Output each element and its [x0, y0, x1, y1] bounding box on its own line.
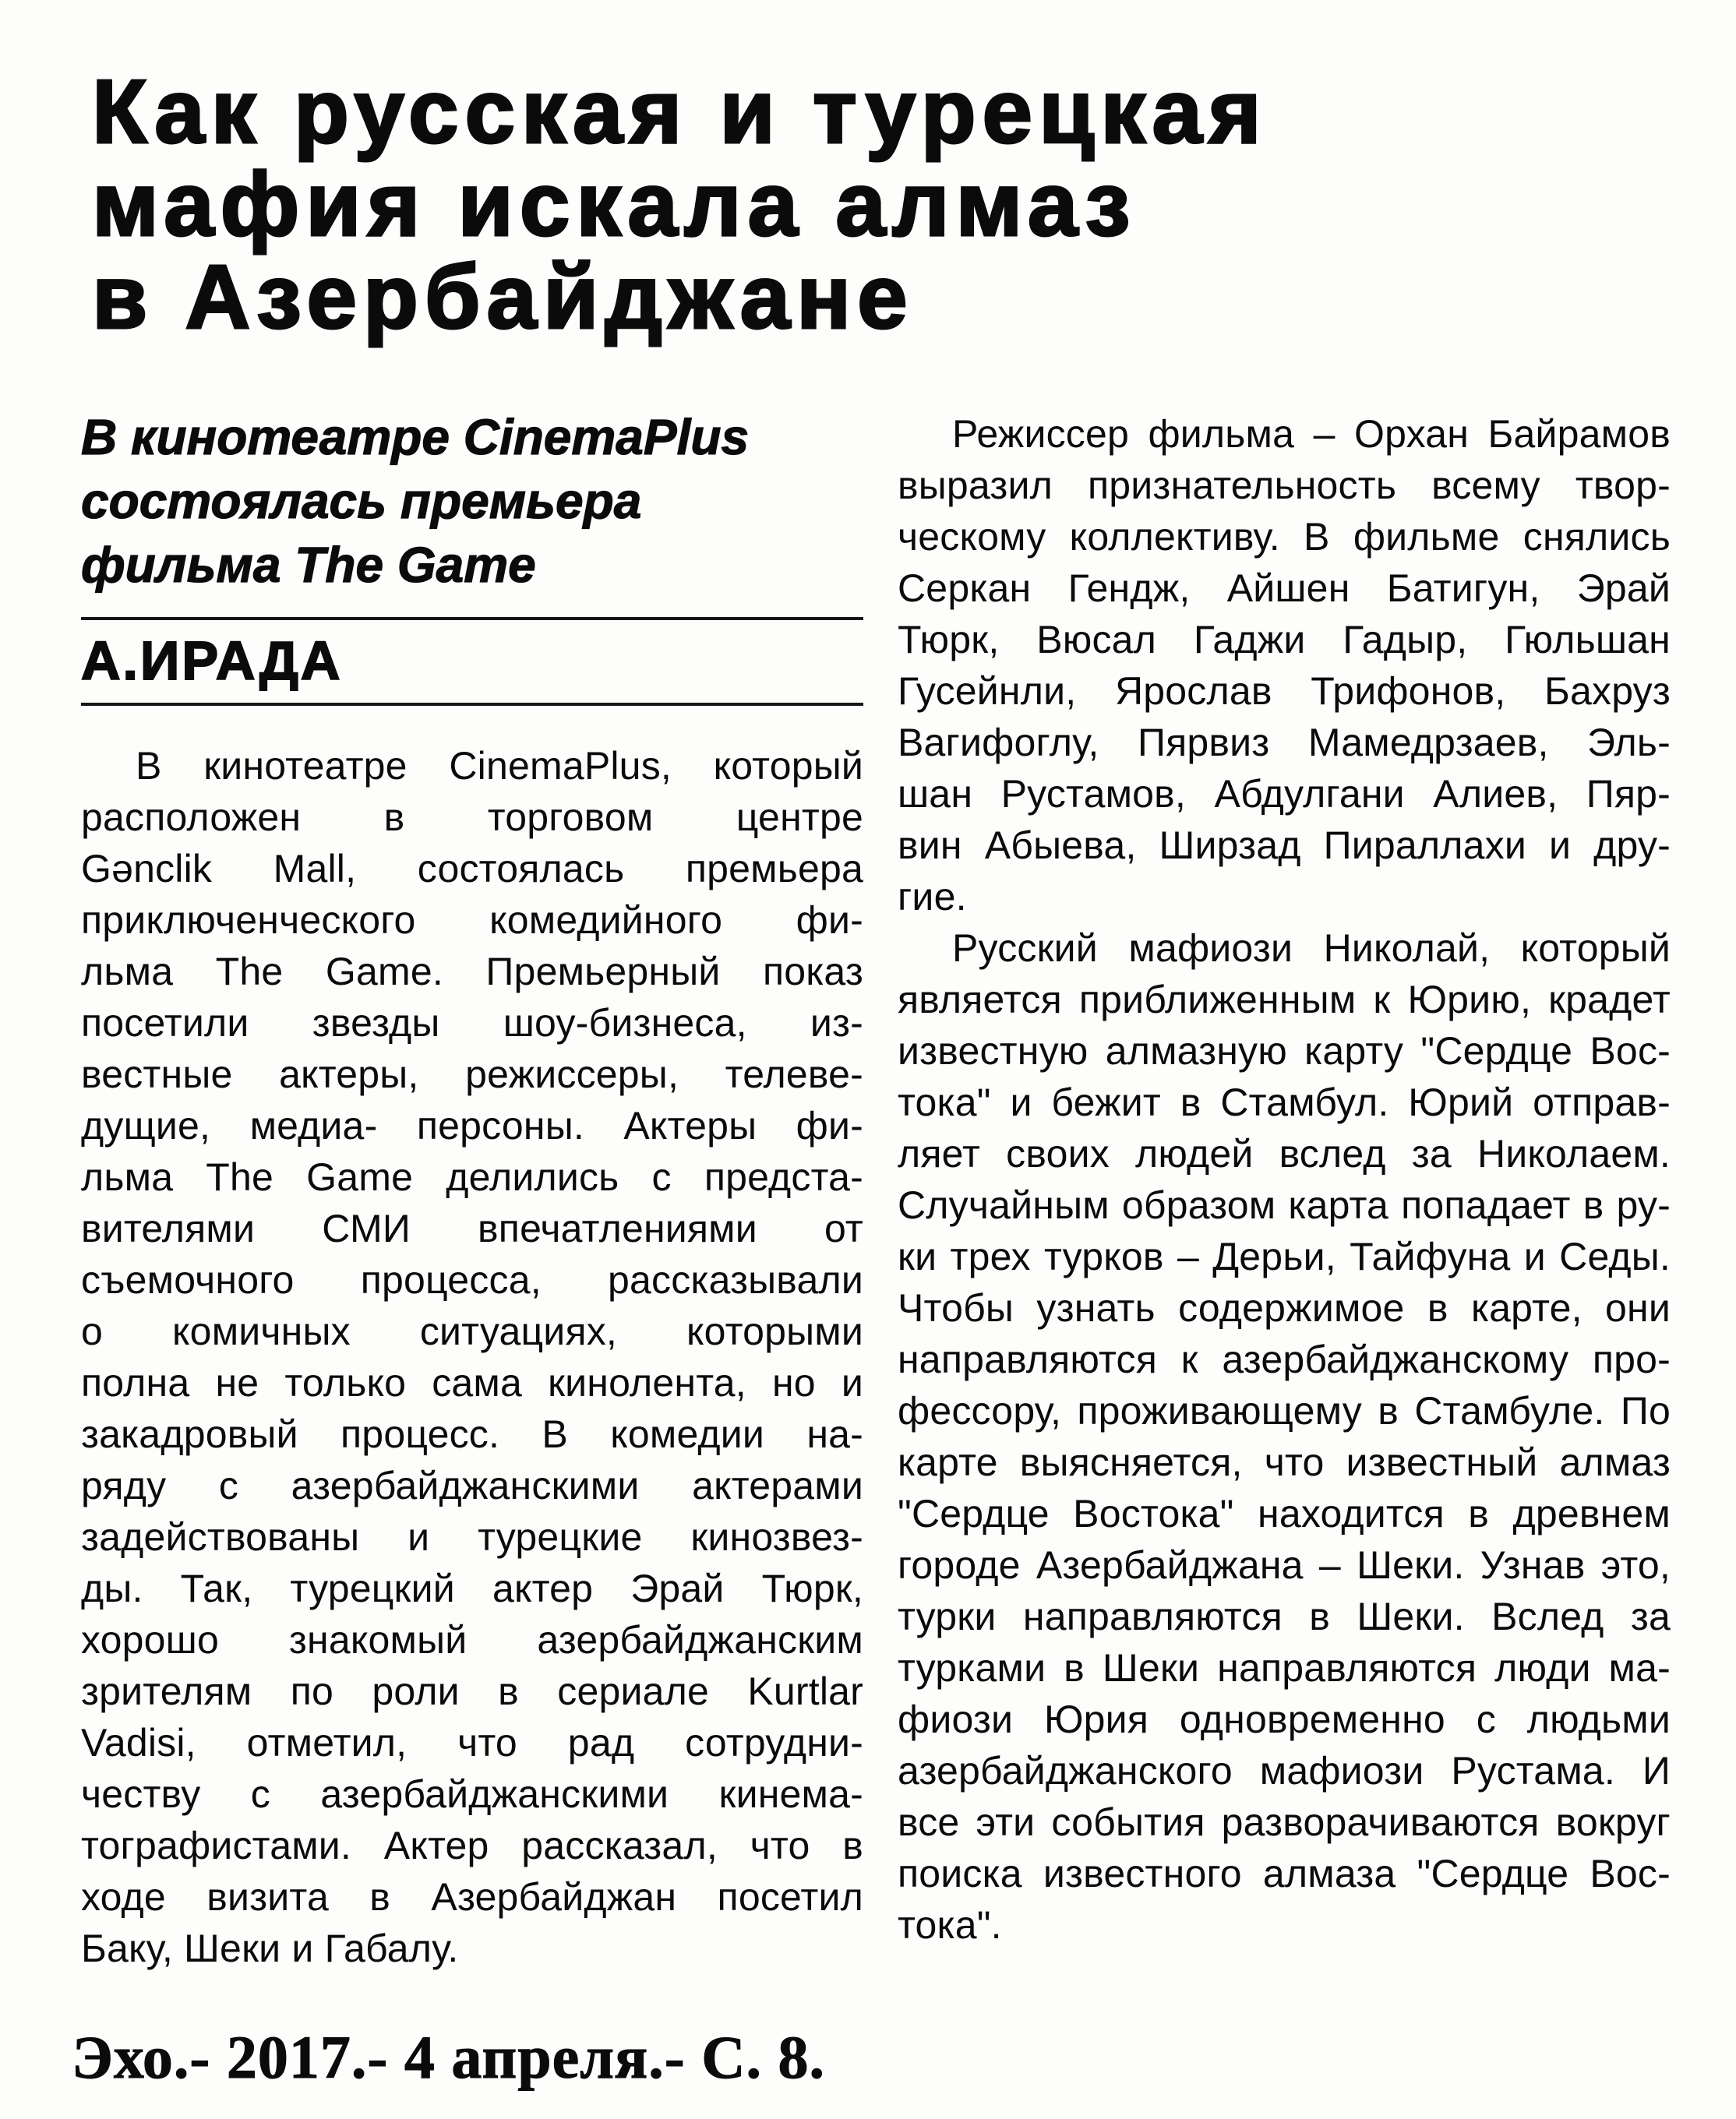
text-line: турками в Шеки направляются люди ма-	[898, 1646, 1671, 1690]
text-line: съемочного процесса, рассказывали	[81, 1258, 863, 1302]
text-line: фильма The Game	[81, 537, 536, 593]
text-line: В кинотеатре CinemaPlus, который	[136, 744, 863, 788]
text-line: в Азербайджане	[92, 246, 914, 347]
text-line: турки направляются в Шеки. Вслед за	[898, 1595, 1671, 1638]
text-line: Как русская и турецкая	[92, 61, 1268, 162]
text-line: дущие, медиа- персоны. Актеры фи-	[81, 1104, 863, 1148]
article-headline	[92, 61, 1650, 347]
text-line: ходе визита в Азербайджан посетил	[81, 1875, 863, 1919]
text-line: Vadisi, отметил, что рад сотрудни-	[81, 1721, 863, 1765]
text-line: поиска известного алмаза "Сердце Вос-	[898, 1852, 1671, 1895]
text-line: Чтобы узнать содержимое в карте, они	[898, 1286, 1671, 1330]
text-line: задействованы и турецкие кинозвез-	[81, 1515, 863, 1559]
text-line: Gənclik Mall, состоялась премьера	[81, 847, 863, 890]
text-line: направляются к азербайджанскому про-	[898, 1338, 1671, 1381]
text-line: известную алмазную карту "Сердце Вос-	[898, 1029, 1671, 1073]
text-line: ляет своих людей вслед за Николаем.	[898, 1132, 1671, 1176]
text-line: хорошо знакомый азербайджанским	[81, 1618, 863, 1662]
text-line: фиози Юрия одновременно с людьми	[898, 1698, 1671, 1741]
text-line: Тюрк, Вюсал Гаджи Гадыр, Гюльшан	[898, 618, 1671, 661]
text-line: В кинотеатре CinemaPlus	[81, 409, 750, 465]
paragraph	[898, 408, 1671, 922]
paragraph	[81, 740, 863, 1974]
text-line: ки трех турков – Дерьи, Тайфуна и Седы.	[898, 1235, 1671, 1278]
text-line: приключенческого комедийного фи-	[81, 898, 863, 942]
byline: А.ИРАДА	[81, 630, 343, 691]
text-line: все эти события разворачиваются вокруг	[898, 1800, 1671, 1844]
text-line: Режиссер фильма – Орхан Байрамов	[952, 412, 1671, 456]
text-line: зрителям по роли в сериале Kurtlar	[81, 1669, 863, 1713]
text-line: закадровый процесс. В комедии на-	[81, 1412, 863, 1456]
left-column	[81, 405, 863, 1974]
paragraph	[898, 922, 1671, 1951]
text-line: тока" и бежит в Стамбул. Юрий отправ-	[898, 1081, 1671, 1124]
article-standfirst	[81, 405, 863, 597]
text-line: Гусейнли, Ярослав Трифонов, Бахруз	[898, 669, 1671, 713]
text-line: вестные актеры, режиссеры, телеве-	[81, 1052, 863, 1096]
text-line: полна не только сама кинолента, но и	[81, 1361, 863, 1405]
text-line: Случайным образом карта попадает в ру-	[898, 1183, 1671, 1227]
text-line: льма The Game делились с предста-	[81, 1155, 863, 1199]
text-line: льма The Game. Премьерный показ	[81, 950, 863, 993]
text-line: о комичных ситуациях, которыми	[81, 1310, 863, 1353]
text-line: вин Абыева, Ширзад Пираллахи и дру-	[898, 823, 1671, 867]
text-line: городе Азербайджана – Шеки. Узнав это,	[898, 1543, 1671, 1587]
text-line: состоялась премьера	[81, 473, 642, 529]
text-line: шан Рустамов, Абдулгани Алиев, Пяр-	[898, 772, 1671, 816]
right-column	[898, 408, 1671, 1951]
source-citation: Эхо.- 2017.- 4 апреля.- С. 8.	[72, 2023, 826, 2091]
text-line: Русский мафиози Николай, который	[952, 926, 1671, 970]
text-line: тока".	[898, 1903, 1002, 1947]
divider-rule	[81, 703, 863, 706]
text-line: гие.	[898, 875, 967, 918]
text-line: мафия искала алмаз	[92, 153, 1137, 255]
text-line: тографистами. Актер рассказал, что в	[81, 1824, 863, 1867]
text-line: посетили звезды шоу-бизнеса, из-	[81, 1001, 863, 1045]
text-line: Серкан Гендж, Айшен Батигун, Эрай	[898, 566, 1671, 610]
text-line: честву с азербайджанскими кинема-	[81, 1772, 863, 1816]
text-line: азербайджанского мафиози Рустама. И	[898, 1749, 1671, 1793]
text-line: ды. Так, турецкий актер Эрай Тюрк,	[81, 1567, 863, 1610]
text-line: Баку, Шеки и Габалу.	[81, 1927, 459, 1970]
text-line: ряду с азербайджанскими актерами	[81, 1464, 863, 1507]
text-line: фессору, проживающему в Стамбуле. По	[898, 1389, 1671, 1433]
left-column-text	[81, 740, 863, 1974]
text-line: ческому коллективу. В фильме снялись	[898, 515, 1671, 559]
text-line: расположен в торговом центре	[81, 795, 863, 839]
text-line: является приближенным к Юрию, крадет	[898, 978, 1671, 1021]
text-line: "Сердце Востока" находится в древнем	[898, 1492, 1671, 1535]
text-line: карте выясняется, что известный алмаз	[898, 1440, 1671, 1484]
text-line: выразил признательность всему твор-	[898, 464, 1671, 507]
text-line: вителями СМИ впечатлениями от	[81, 1207, 863, 1250]
text-line: Вагифоглу, Пярвиз Мамедрзаев, Эль-	[898, 721, 1671, 764]
